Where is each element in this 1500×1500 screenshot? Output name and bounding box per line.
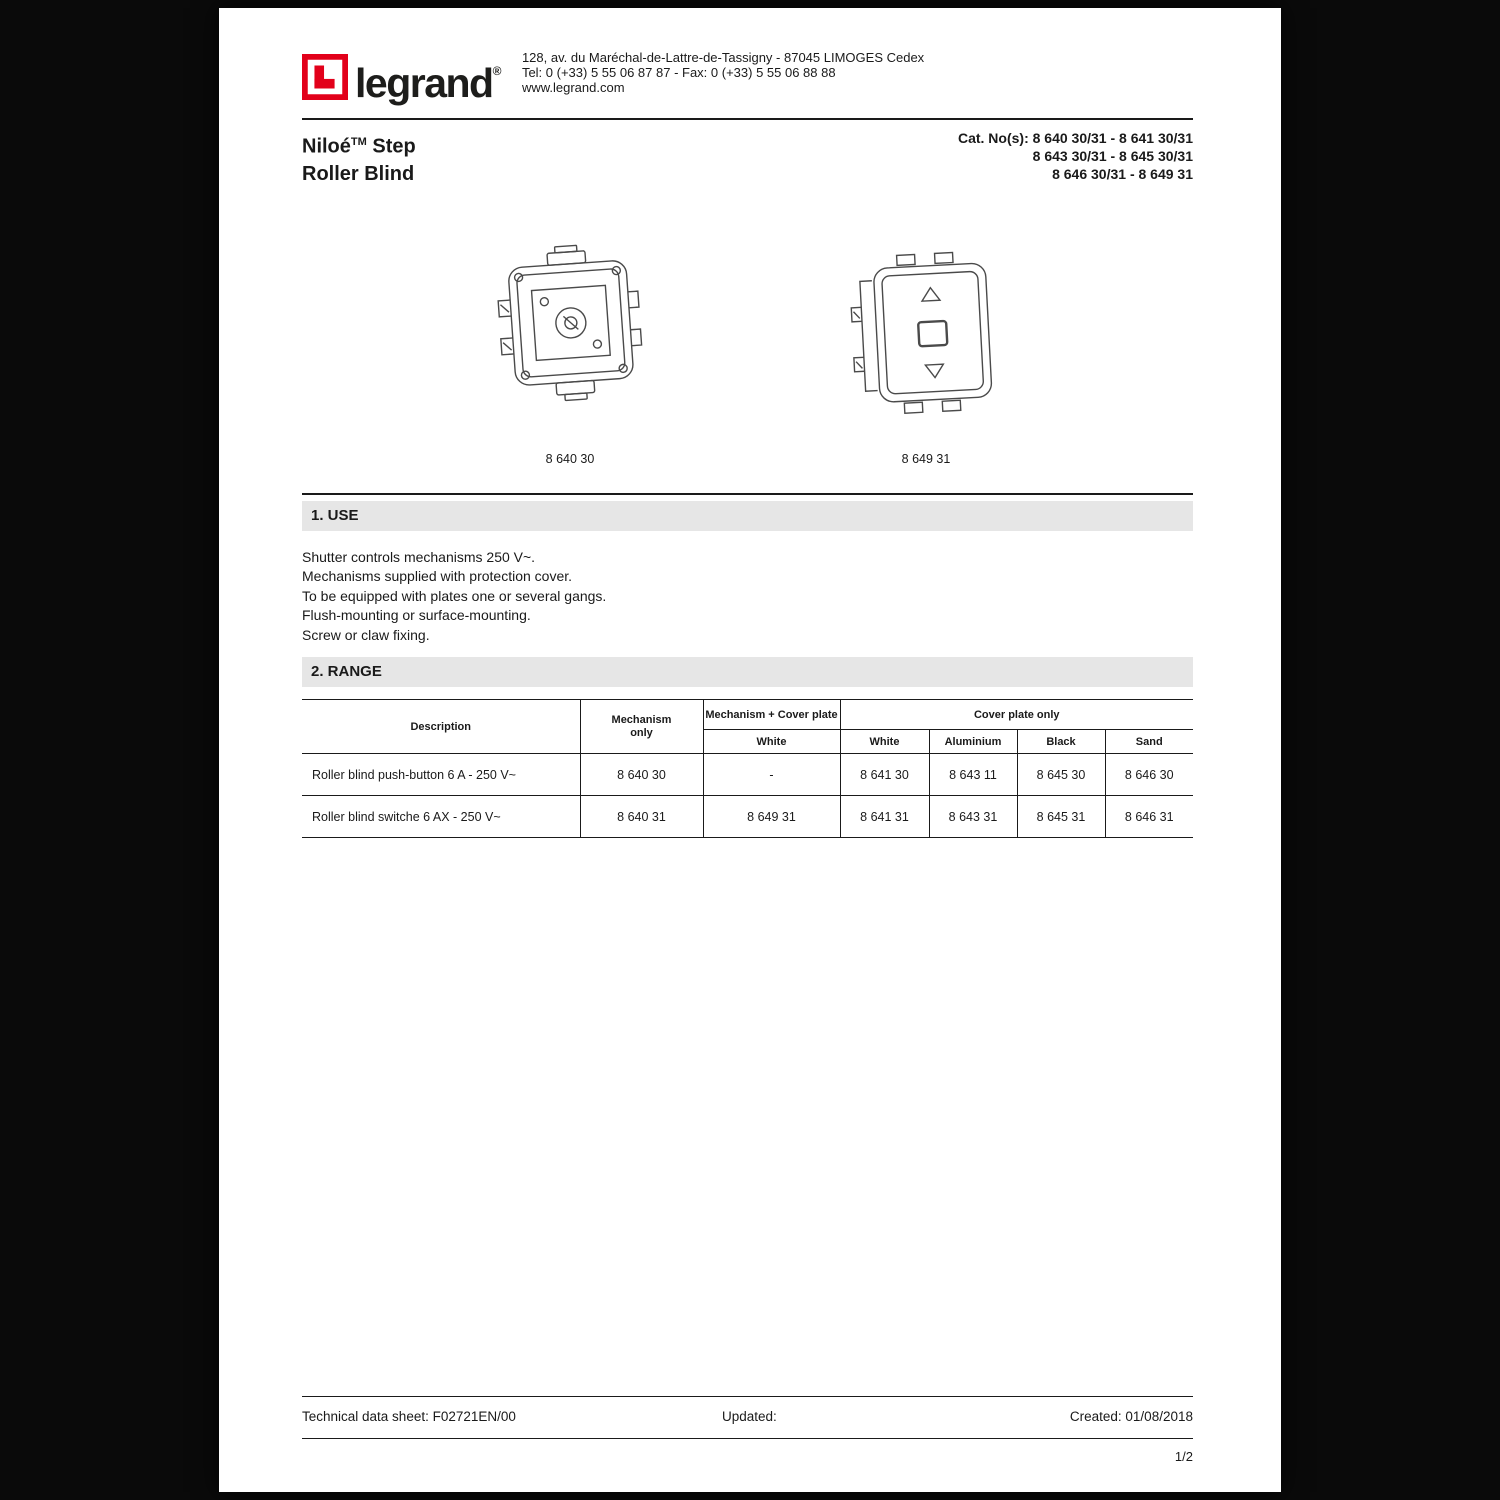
title-row — [302, 129, 1193, 188]
cat-line-1: Cat. No(s): 8 640 30/31 - 8 641 30/31 — [957, 130, 1193, 146]
product-figures — [302, 228, 1193, 466]
cell-mech-cover-white: 8 649 31 — [703, 796, 840, 838]
col-subheader-white: White — [840, 730, 929, 754]
cell-description: Roller blind switche 6 AX - 250 V~ — [302, 796, 580, 838]
cell-cover-black: 8 645 30 — [1017, 754, 1105, 796]
product-name-suffix: Step — [366, 135, 416, 158]
figure-caption-switch: 8 649 31 — [901, 451, 951, 466]
cell-cover-sand: 8 646 31 — [1105, 796, 1193, 838]
col-header-mechanism-only-label: Mechanism only — [611, 713, 672, 739]
col-subheader-aluminium: Aluminium — [929, 730, 1017, 754]
footer-divider-bottom — [302, 1438, 1193, 1439]
footer-divider-top — [302, 1396, 1193, 1397]
figure-switch — [826, 228, 1026, 466]
footer-created: Created: 01/08/2018 — [1069, 1409, 1193, 1424]
page-number: 1/2 — [1174, 1449, 1193, 1464]
figure-caption-mechanism: 8 640 30 — [545, 451, 595, 466]
mechanism-drawing — [475, 228, 665, 450]
use-line-5: Screw or claw fixing. — [302, 626, 430, 643]
logo-word: legrand — [355, 60, 493, 106]
table-row — [302, 754, 1193, 796]
company-address — [522, 48, 924, 95]
col-subheader-mech-cover-white: White — [703, 730, 840, 754]
footer-datasheet-ref: Technical data sheet: F02721EN/00 — [302, 1409, 516, 1424]
use-description — [302, 548, 1193, 646]
use-line-1: Shutter controls mechanisms 250 V~. — [302, 548, 536, 565]
cell-cover-aluminium: 8 643 31 — [929, 796, 1017, 838]
page-footer — [302, 1396, 1193, 1464]
section-heading-range: 2. RANGE — [302, 657, 1193, 687]
legrand-logo-icon — [302, 54, 348, 100]
registered-mark: ® — [492, 64, 500, 78]
use-line-4: Flush-mounting or surface-mounting. — [302, 607, 531, 624]
cell-mechanism-only: 8 640 31 — [580, 796, 703, 838]
table-row — [302, 796, 1193, 838]
cell-cover-white: 8 641 31 — [840, 796, 929, 838]
col-header-mech-cover: Mechanism + Cover plate — [703, 700, 840, 730]
section-heading-use: 1. USE — [302, 501, 1193, 531]
footer-row — [302, 1409, 1193, 1424]
cell-mech-cover-white: - — [703, 754, 840, 796]
cell-cover-black: 8 645 31 — [1017, 796, 1105, 838]
cell-mechanism-only: 8 640 30 — [580, 754, 703, 796]
datasheet-page — [219, 8, 1281, 1492]
page-header — [302, 48, 1193, 106]
cat-line-2: 8 643 30/31 - 8 645 30/31 — [1032, 148, 1193, 164]
address-line-1: 128, av. du Maréchal-de-Lattre-de-Tassigny - 87045 LIMOGES Cedex — [521, 50, 925, 65]
section-divider — [302, 493, 1193, 495]
figure-mechanism — [470, 228, 670, 466]
cell-description: Roller blind push-button 6 A - 250 V~ — [302, 754, 580, 796]
use-line-2: Mechanisms supplied with protection cover. — [302, 568, 573, 585]
cell-cover-sand: 8 646 30 — [1105, 754, 1193, 796]
footer-updated: Updated: — [722, 1409, 777, 1424]
use-line-3: To be equipped with plates one or several gangs. — [302, 587, 607, 604]
website-url: www.legrand.com — [521, 80, 625, 95]
catalogue-numbers — [958, 129, 1193, 188]
legrand-logo-text — [355, 48, 500, 106]
col-subheader-black: Black — [1017, 730, 1105, 754]
switch-drawing — [831, 228, 1021, 450]
cell-cover-white: 8 641 30 — [840, 754, 929, 796]
legrand-logo — [302, 48, 500, 106]
range-table — [302, 699, 1193, 838]
col-header-cover-only: Cover plate only — [840, 700, 1193, 730]
product-subtitle: Roller Blind — [302, 162, 415, 185]
product-name: Niloé — [302, 135, 351, 158]
address-line-2: Tel: 0 (+33) 5 55 06 87 87 - Fax: 0 (+33) 5 55 06 88 88 — [521, 65, 836, 80]
trademark-sup: TM — [350, 136, 367, 148]
product-title — [302, 129, 416, 188]
col-header-description: Description — [302, 700, 580, 754]
col-subheader-sand: Sand — [1105, 730, 1193, 754]
cell-cover-aluminium: 8 643 11 — [929, 754, 1017, 796]
col-header-mechanism-only — [580, 700, 703, 754]
header-divider — [302, 118, 1193, 120]
cat-line-3: 8 646 30/31 - 8 649 31 — [1052, 166, 1193, 182]
product-name-line — [302, 129, 416, 161]
